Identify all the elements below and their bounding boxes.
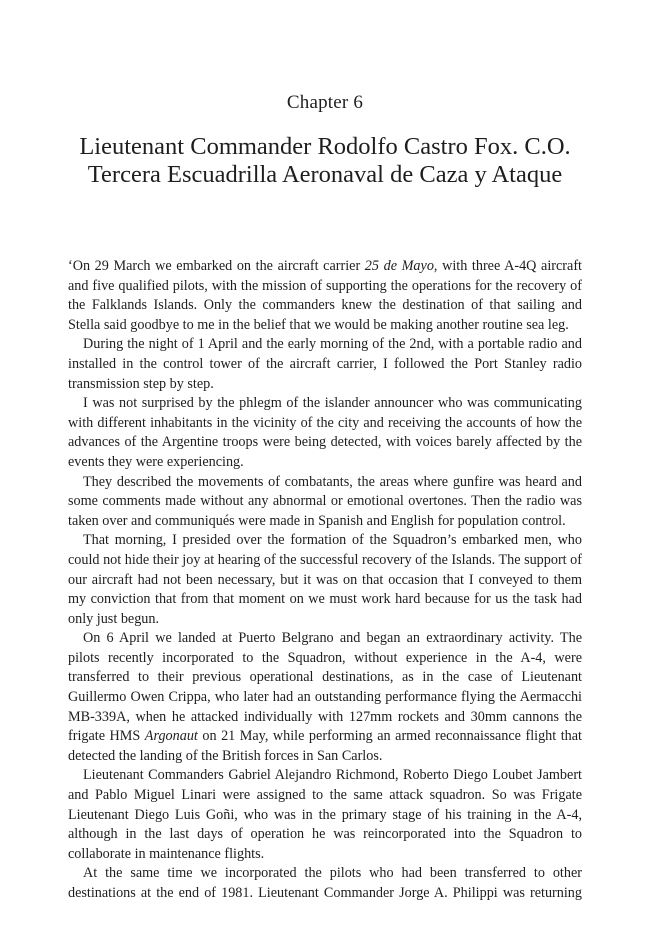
paragraph-text: on 21 May, while performing an armed reconnaissance flight that detected the landing of the British forces in San Carlos. [68,728,582,764]
ship-name: 25 de Mayo [364,258,434,274]
chapter-title [0,133,650,189]
paragraph: Lieutenant Commanders Gabriel Alejandro Richmond, Roberto Diego Loubet Jambert and Pablo Miguel Linari were assigned to the same attack squadron. So was Frigate Lieutenant Diego Luis Goñi, who was in the primary stage of his training in the A-4, although in the last days of operation he was reincorporated into the Squadron to collaborate in maintenance flights. [68,767,582,862]
chapter-number: Chapter 6 [286,92,364,113]
paragraph [68,257,582,335]
chapter-title-line-2: Tercera Escuadrilla Aeronaval de Caza y Ataque [87,161,563,188]
chapter-body [68,257,582,904]
paragraph: At the same time we incorporated the pilots who had been transferred to other destinations at the end of 1981. Lieutenant Commander Jorge A. Philippi was returning [68,865,582,901]
paragraph-text: On 6 April we landed at Puerto Belgrano and began an extraordinary activity. The pilots recently incorporated to the Squadron, without experience in the A-4, were transferred to their previous operational destinations, as in the case of Lieutenant Guillermo Owen Crippa, who later had an outstanding performance flying the Aermacchi MB-339A, when he attacked individually with 127mm rockets and 30mm cannons the frigate HMS [68,630,582,745]
paragraph [68,629,582,766]
paragraph-text: ‘On 29 March we embarked on the aircraft carrier [68,258,365,274]
paragraph: They described the movements of combatants, the areas where gunfire was heard and some comments made without any abnormal or emotional overtones. Then the radio was taken over and communiqués were made in Spanish and English for population control. [68,473,582,529]
paragraph-text: , with three A-4Q aircraft and five qualified pilots, with the mission of supporting the operations for the recovery of the Falklands Islands. Only the commanders knew the destination of that sailing and Stella said goodbye to me in the belief that we would be making another routine sea leg. [68,258,582,333]
paragraph: During the night of 1 April and the early morning of the 2nd, with a portable radio and installed in the control tower of the aircraft carrier, I followed the Port Stanley radio transmission step by step. [68,336,582,392]
ship-name: Argonaut [144,728,198,745]
paragraph: That morning, I presided over the formation of the Squadron’s embarked men, who could not hide their joy at hearing of the successful recovery of the Islands. The support of our aircraft had not been necessary, but it was on that occasion that I conveyed to them my conviction that from that moment on we must work hard because for us the task had only just begun. [68,532,582,627]
paragraph: I was not surprised by the phlegm of the islander announcer who was communicating with different inhabitants in the vicinity of the city and receiving the accounts of how the advances of the Argentine troops were being detected, with voices barely affected by the events they were experiencing. [68,395,582,470]
chapter-title-line-1: Lieutenant Commander Rodolfo Castro Fox. C.O. [79,133,571,160]
